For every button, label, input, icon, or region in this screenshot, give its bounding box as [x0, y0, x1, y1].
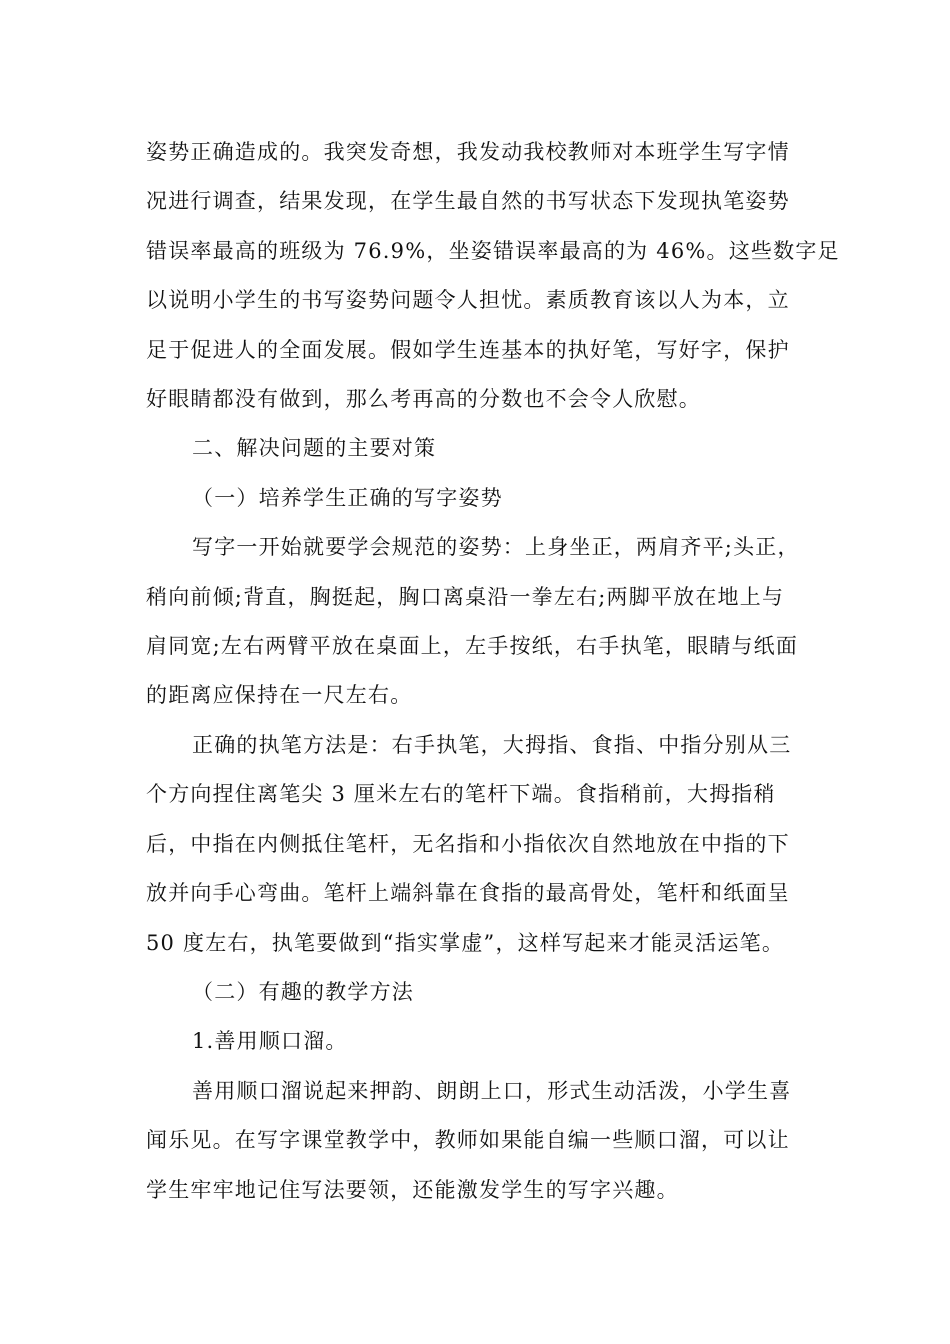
paragraph-intro-conclusion: [146, 128, 840, 424]
text-line: 错误率最高的班级为 76.9%，坐姿错误率最高的为 46%。这些数字足: [146, 238, 840, 263]
text-line: 善用顺口溜说起来押韵、朗朗上口，形式生动活泼，小学生喜: [192, 1078, 792, 1103]
subsection-heading-posture: [146, 474, 808, 523]
text-line: 以说明小学生的书写姿势问题令人担忧。素质教育该以人为本，立: [146, 288, 790, 313]
document-body: [146, 128, 840, 1215]
text-line: 个方向捏住离笔尖 3 厘米左右的笔杆下端。食指稍前，大拇指稍: [146, 782, 776, 807]
text-line: 闻乐见。在写字课堂教学中，教师如果能自编一些顺口溜，可以让: [146, 1128, 790, 1153]
text-line: 学生牢牢地记住写法要领，还能激发学生的写字兴趣。: [146, 1177, 679, 1202]
paragraph-pen-holding: [146, 721, 808, 968]
subsection-heading-methods: [146, 968, 808, 1017]
text-line: 放并向手心弯曲。笔杆上端斜靠在食指的最高骨处，笔杆和纸面呈: [146, 881, 790, 906]
paragraph-posture: [146, 523, 808, 721]
text-line: 足于促进人的全面发展。假如学生连基本的执好笔，写好字，保护: [146, 337, 790, 362]
text-line: 况进行调查，结果发现，在学生最自然的书写状态下发现执笔姿势: [146, 189, 790, 214]
heading-text: （一）培养学生正确的写字姿势: [192, 485, 503, 510]
heading-text: 1.善用顺口溜。: [192, 1029, 348, 1054]
text-line: 稍向前倾;背直，胸挺起，胸口离桌沿一拳左右;两脚平放在地上与: [146, 584, 785, 609]
heading-text: 二、解决问题的主要对策: [192, 436, 437, 461]
text-line: 肩同宽;左右两臂平放在桌面上，左手按纸，右手执笔，眼睛与纸面: [146, 634, 799, 659]
heading-text: （二）有趣的教学方法: [192, 979, 414, 1004]
paragraph-rhymes: [146, 1067, 808, 1215]
list-item-heading: [146, 1017, 808, 1066]
text-line: 姿势正确造成的。我突发奇想，我发动我校教师对本班学生写字情: [146, 140, 790, 164]
text-line: 好眼睛都没有做到，那么考再高的分数也不会令人欣慰。: [146, 387, 701, 412]
text-line: 50 度左右，执笔要做到“指实掌虚”，这样写起来才能灵活运笔。: [146, 930, 785, 955]
text-line: 正确的执笔方法是：右手执笔，大拇指、食指、中指分别从三: [192, 732, 792, 757]
text-line: 的距离应保持在一尺左右。: [146, 683, 413, 708]
section-heading-2: [146, 424, 808, 473]
text-line: 写字一开始就要学会规范的姿势：上身坐正，两肩齐平;头正，: [192, 535, 800, 560]
text-line: 后，中指在内侧抵住笔杆，无名指和小指依次自然地放在中指的下: [146, 831, 790, 856]
